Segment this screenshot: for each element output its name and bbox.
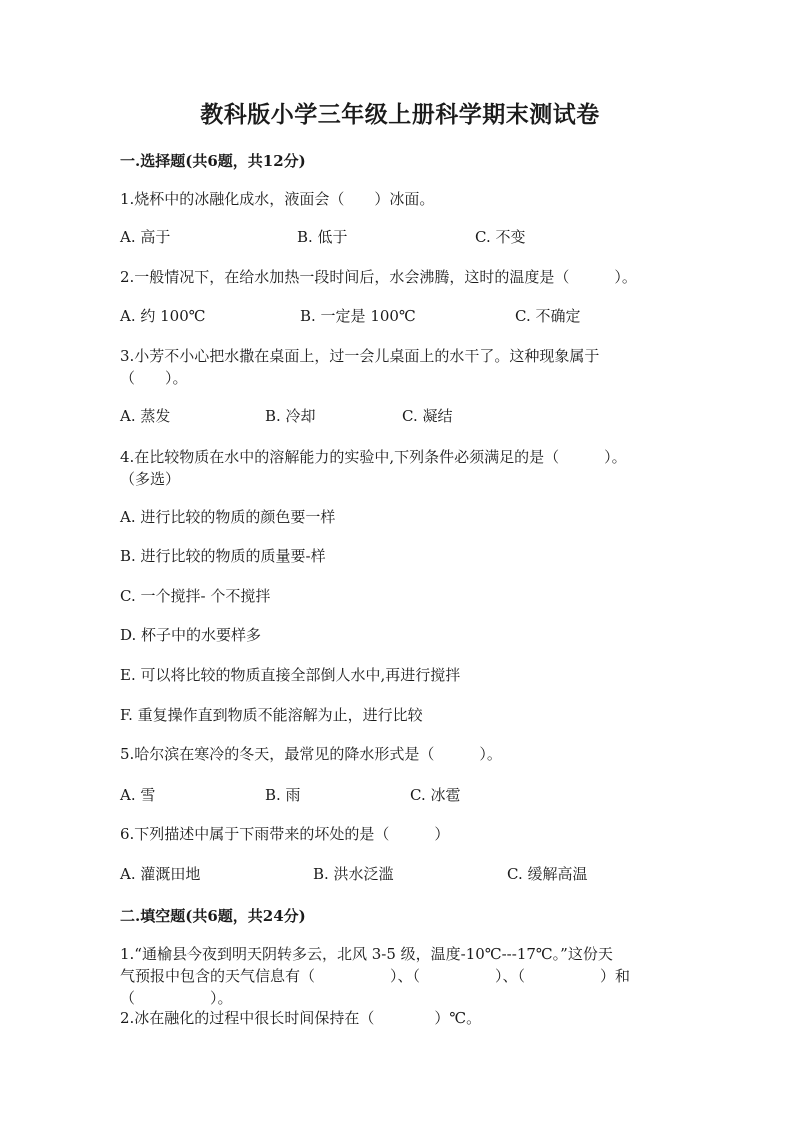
- q4-option-a: A. 进行比较的物质的颜色要一样: [120, 508, 336, 526]
- fill-question-2: 2.冰在融化的过程中很长时间保持在（ ）℃。: [120, 1009, 482, 1027]
- q4-option-d: D. 杯子中的水要样多: [120, 626, 262, 644]
- question-5: 5.哈尔滨在寒冷的冬天，最常见的降水形式是（ ）。: [120, 745, 502, 763]
- q1-option-a: A. 高于: [120, 228, 171, 246]
- q3-option-b: B. 冷却: [265, 407, 316, 425]
- q4-option-f: F. 重复操作直到物质不能溶解为止，进行比较: [120, 706, 423, 724]
- q1-option-b: B. 低于: [297, 228, 348, 246]
- question-2: 2.一般情况下，在给水加热一段时间后，水会沸腾，这时的温度是（ ）。: [120, 268, 637, 286]
- q5-option-b: B. 雨: [265, 786, 301, 804]
- q6-option-c: C. 缓解高温: [507, 865, 588, 883]
- section-heading-fill-in: 二.填空题(共6题，共24分): [120, 907, 306, 925]
- question-4-line-1: 4.在比较物质在水中的溶解能力的实验中,下列条件必须满足的是（ ）。: [120, 448, 627, 466]
- question-4-line-2: （多选）: [120, 470, 181, 488]
- question-1: 1.烧杯中的冰融化成水，液面会（ ）冰面。: [120, 190, 435, 208]
- q1-option-c: C. 不变: [475, 228, 526, 246]
- q4-option-c: C. 一个搅拌- 个不搅拌: [120, 587, 271, 605]
- q3-option-a: A. 蒸发: [120, 407, 171, 425]
- q2-option-b: B. 一定是 100℃: [300, 307, 416, 325]
- q2-option-a: A. 约 100℃: [120, 307, 206, 325]
- q5-option-c: C. 冰雹: [410, 786, 461, 804]
- q2-option-c: C. 不确定: [515, 307, 581, 325]
- question-6: 6.下列描述中属于下雨带来的坏处的是（ ）: [120, 825, 450, 843]
- q4-option-b: B. 进行比较的物质的质量要-样: [120, 547, 326, 565]
- fill-question-1-line-3: （ ）。: [120, 989, 233, 1007]
- q3-option-c: C. 凝结: [402, 407, 453, 425]
- fill-question-1-line-2: 气预报中包含的天气信息有（ ）、（ ）、（ ）和: [120, 967, 631, 985]
- q4-option-e: E. 可以将比较的物质直接全部倒人水中,再进行搅拌: [120, 666, 461, 684]
- question-3-line-1: 3.小芳不小心把水撒在桌面上，过一会儿桌面上的水干了。这种现象属于: [120, 347, 600, 365]
- section-heading-choice: 一.选择题(共6题，共12分): [120, 152, 306, 170]
- q6-option-b: B. 洪水泛滥: [313, 865, 394, 883]
- exam-title: 教科版小学三年级上册科学期末测试卷: [200, 101, 600, 128]
- q6-option-a: A. 灌溉田地: [120, 865, 201, 883]
- q5-option-a: A. 雪: [120, 786, 156, 804]
- question-3-line-2: （ ）。: [120, 369, 188, 387]
- fill-question-1-line-1: 1.“通榆县今夜到明天阴转多云，北风 3-5 级，温度-10℃---17℃。”这份天: [120, 945, 613, 963]
